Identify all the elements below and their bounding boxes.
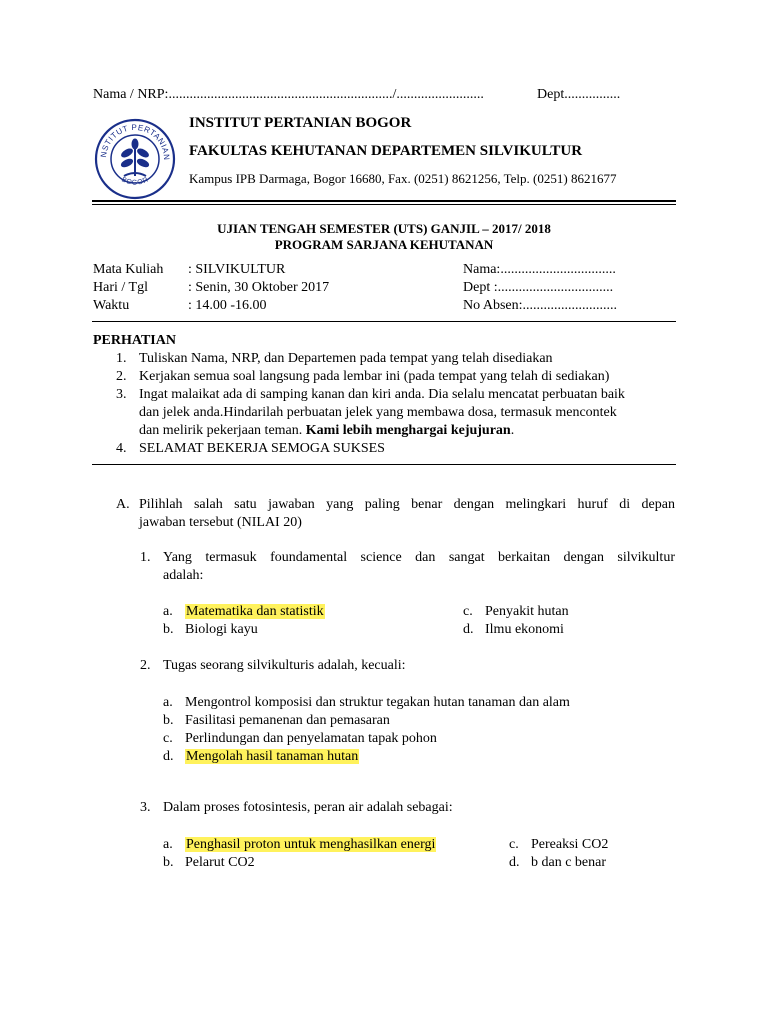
- perhatian-num-3: 3.: [116, 387, 127, 402]
- q1-option-c[interactable]: [463, 604, 569, 620]
- perhatian-num-2: 2.: [116, 369, 127, 384]
- info-value-waktu: : 14.00 -16.00: [188, 298, 267, 313]
- q1-option-b[interactable]: [163, 622, 258, 638]
- perhatian-divider: [92, 464, 676, 465]
- perhatian-item-1: Tuliskan Nama, NRP, dan Departemen pada tempat yang telah disediakan: [139, 351, 553, 366]
- perhatian-item-4: SELAMAT BEKERJA SEMOGA SUKSES: [139, 441, 385, 456]
- option-letter: d.: [463, 622, 474, 637]
- option-letter: b.: [163, 622, 174, 637]
- perhatian-heading: PERHATIAN: [93, 333, 176, 348]
- q3-option-c[interactable]: [509, 837, 608, 853]
- perhatian-item-3-end: .: [510, 423, 515, 438]
- dept-field: Dept................: [537, 87, 621, 102]
- logo-bottom-text: BOGOR: [120, 176, 150, 187]
- perhatian-num-4: 4.: [116, 441, 127, 456]
- option-text: Penyakit hutan: [485, 604, 569, 619]
- perhatian-num-1: 1.: [116, 351, 127, 366]
- ipb-logo: [94, 118, 176, 200]
- perhatian-item-3-line3: [139, 423, 514, 439]
- q3-number: 3.: [140, 800, 151, 815]
- option-letter: d.: [163, 749, 174, 764]
- q3-option-d[interactable]: [509, 855, 606, 871]
- q2-option-c[interactable]: [163, 731, 437, 747]
- perhatian-item-3-bold: Kami lebih menghargai kejujuran: [305, 423, 511, 438]
- q2-number: 2.: [140, 658, 151, 673]
- info-label-mata-kuliah: Mata Kuliah: [93, 262, 164, 277]
- exam-program: PROGRAM SARJANA KEHUTANAN: [274, 237, 494, 252]
- logo-top-text: NSTITUT PERTANIAN: [98, 122, 172, 161]
- q3-option-a[interactable]: [163, 837, 436, 853]
- perhatian-item-3-line1: Ingat malaikat ada di samping kanan dan kiri anda. Dia selalu mencatat perbuatan baik: [139, 387, 625, 402]
- option-letter: c.: [163, 731, 173, 746]
- perhatian-item-3-plain: dan melirik pekerjaan teman.: [139, 423, 306, 438]
- option-text: b dan c benar: [531, 855, 607, 870]
- q1-option-a[interactable]: [163, 604, 325, 620]
- perhatian-item-3-line2: dan jelek anda.Hindarilah perbuatan jelek yang membawa dosa, termasuk mencontek: [139, 405, 617, 420]
- q2-text: Tugas seorang silvikulturis adalah, kecuali:: [163, 658, 406, 673]
- q2-option-b[interactable]: [163, 713, 390, 729]
- info-label-hari: Hari / Tgl: [93, 280, 148, 295]
- nama-nrp-field: Nama / NRP:................................................................/.........................: [93, 87, 484, 102]
- info-dept-field: Dept :.................................: [463, 280, 614, 295]
- option-text: Mengontrol komposisi dan struktur tegakan hutan tanaman dan alam: [185, 695, 570, 710]
- q3-text: Dalam proses fotosintesis, peran air adalah sebagai:: [163, 800, 453, 815]
- q1-option-d[interactable]: [463, 622, 564, 638]
- faculty-name: FAKULTAS KEHUTANAN DEPARTEMEN SILVIKULTUR: [189, 143, 583, 159]
- option-letter: d.: [509, 855, 520, 870]
- option-text: Matematika dan statistik: [186, 604, 324, 619]
- q2-option-d[interactable]: [163, 749, 359, 765]
- option-letter: b.: [163, 855, 174, 870]
- exam-title: UJIAN TENGAH SEMESTER (UTS) GANJIL – 2017/ 2018: [217, 221, 551, 236]
- option-letter: a.: [163, 604, 173, 619]
- section-a-instruction-line2: jawaban tersebut (NILAI 20): [139, 515, 302, 530]
- q1-number: 1.: [140, 550, 151, 565]
- q1-text-line1: Yang termasuk foundamental science dan sangat berkaitan dengan silvikultur: [163, 550, 675, 565]
- institution-name: INSTITUT PERTANIAN BOGOR: [189, 115, 412, 131]
- option-text: Perlindungan dan penyelamatan tapak pohon: [185, 731, 437, 746]
- info-value-mata-kuliah: : SILVIKULTUR: [188, 262, 286, 277]
- option-text: Pereaksi CO2: [531, 837, 609, 852]
- option-letter: c.: [509, 837, 519, 852]
- option-text: Biologi kayu: [185, 622, 258, 637]
- info-label-waktu: Waktu: [93, 298, 130, 313]
- option-text: Ilmu ekonomi: [485, 622, 564, 637]
- q2-option-a[interactable]: [163, 695, 570, 711]
- svg-text:INSTITUT PERTANIAN: [94, 118, 171, 161]
- q3-option-b[interactable]: [163, 855, 255, 871]
- info-divider: [92, 321, 676, 322]
- option-text: Pelarut CO2: [185, 855, 255, 870]
- section-a-letter: A.: [116, 497, 130, 512]
- svg-text:BOGOR: [120, 176, 150, 186]
- option-letter: c.: [463, 604, 473, 619]
- option-text: Fasilitasi pemanenan dan pemasaran: [185, 713, 390, 728]
- option-text: Penghasil proton untuk menghasilkan energi: [186, 837, 436, 852]
- perhatian-item-2: Kerjakan semua soal langsung pada lembar ini (pada tempat yang telah di sediakan): [139, 369, 610, 384]
- section-a-instruction-line1: Pilihlah salah satu jawaban yang paling benar dengan melingkari huruf di depan: [139, 497, 675, 512]
- info-value-hari: : Senin, 30 Oktober 2017: [188, 280, 330, 295]
- header-divider-thin: [92, 204, 676, 205]
- option-letter: a.: [163, 695, 173, 710]
- institution-address: Kampus IPB Darmaga, Bogor 16680, Fax. (0251) 8621256, Telp. (0251) 8621677: [189, 171, 617, 186]
- option-text: Mengolah hasil tanaman hutan: [186, 749, 359, 764]
- option-letter: b.: [163, 713, 174, 728]
- info-nama-field: Nama:.................................: [463, 262, 616, 277]
- q1-text-line2: adalah:: [163, 568, 204, 583]
- info-no-absen-field: No Absen:...........................: [463, 298, 617, 313]
- header-divider-thick: [92, 200, 676, 202]
- option-letter: a.: [163, 837, 173, 852]
